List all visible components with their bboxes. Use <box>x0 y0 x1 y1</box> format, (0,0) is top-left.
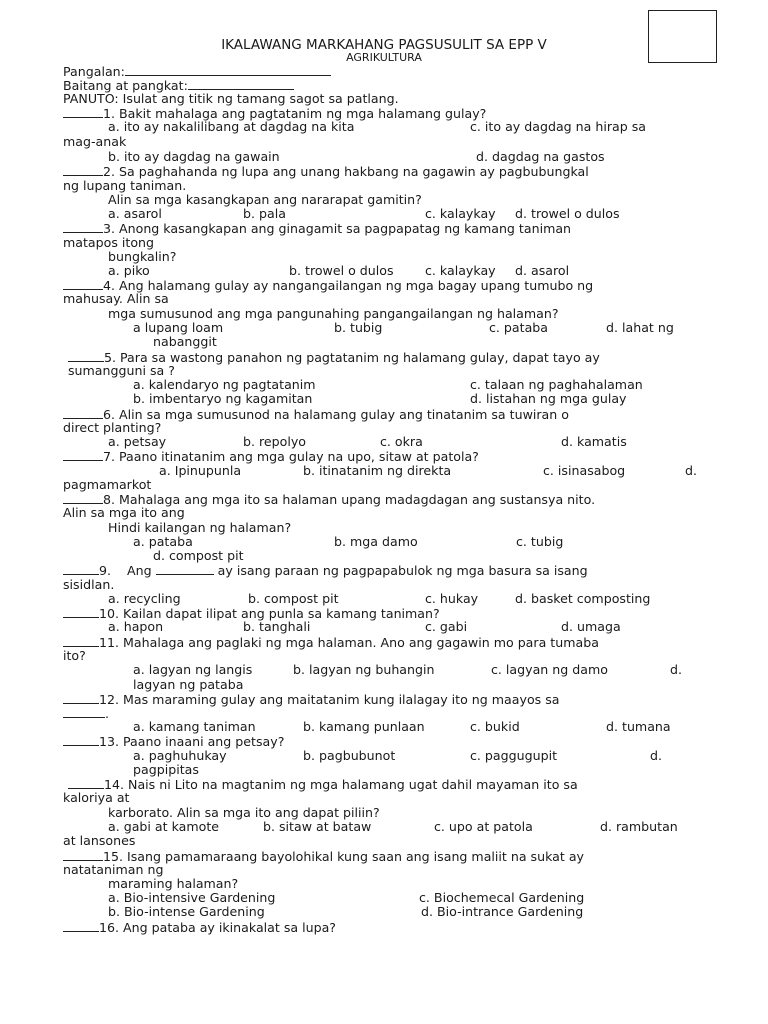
name-label: Pangalan: <box>63 64 125 79</box>
choice: c. talaan ng paghahalaman <box>470 377 643 392</box>
answer-blank[interactable] <box>63 164 103 176</box>
choice: d. trowel o dulos <box>515 206 620 221</box>
question-stem: 16. Ang pataba ay ikinakalat sa lupa? <box>99 920 336 935</box>
question-stem-pre: Ang <box>127 563 152 578</box>
question-7 <box>63 449 479 464</box>
question-stem-cont: direct planting? <box>63 420 162 435</box>
answer-blank[interactable] <box>63 278 103 290</box>
name-line <box>63 64 331 79</box>
answer-blank[interactable] <box>63 635 99 647</box>
choice: b. lagyan ng buhangin <box>293 662 435 677</box>
stem-end: . <box>105 706 110 721</box>
choice-continuation: lagyan ng pataba <box>133 677 244 692</box>
choice: a. petsay <box>108 434 167 449</box>
question-stem: 3. Anong kasangkapan ang ginagamit sa pagpapatag ng kamang taniman <box>103 221 572 236</box>
answer-blank[interactable] <box>68 777 104 789</box>
exam-subtitle: AGRIKULTURA <box>346 51 422 64</box>
choice: d. basket composting <box>515 591 651 606</box>
question-stem: 15. Isang pamamaraang bayolohikal kung saan ang isang maliit na sukat ay <box>103 849 584 864</box>
question-stem-cont: ito? <box>63 648 86 663</box>
exam-title: IKALAWANG MARKAHANG PAGSUSULIT SA EPP V <box>221 37 547 53</box>
answer-blank[interactable] <box>68 350 104 362</box>
choice: c. isinasabog <box>543 463 626 478</box>
choice: c. bukid <box>470 719 520 734</box>
question-stem: 8. Mahalaga ang mga ito sa halaman upang madagdagan ang sustansya nito. <box>103 492 596 507</box>
choice: a. piko <box>108 263 150 278</box>
choice: d. <box>685 463 697 478</box>
choice: a. Ipinupunla <box>159 463 242 478</box>
choice: d. asarol <box>515 263 570 278</box>
choice: d. umaga <box>561 619 621 634</box>
choice: a. gabi at kamote <box>108 819 220 834</box>
choice: b. compost pit <box>248 591 339 606</box>
choice: b. trowel o dulos <box>289 263 394 278</box>
question-stem: 6. Alin sa mga sumusunod na halamang gulay ang tinatanim sa tuwiran o <box>103 407 569 422</box>
choice: a. hapon <box>108 619 164 634</box>
answer-blank[interactable] <box>63 106 103 118</box>
question-stem: 5. Para sa wastong panahon ng pagtatanim ng halamang gulay, dapat tayo ay <box>104 350 600 365</box>
choice: c. upo at patola <box>434 819 533 834</box>
choice: b. Bio-intense Gardening <box>108 904 265 919</box>
answer-blank[interactable] <box>63 563 99 575</box>
answer-blank[interactable] <box>63 692 99 704</box>
question-stem: 14. Nais ni Lito na magtanim ng mga halamang ugat dahil mayaman ito sa <box>104 777 578 792</box>
question-stem-cont: mga sumusunod ang mga pangunahing pangangailangan ng halaman? <box>108 306 559 321</box>
question-stem-cont: Hindi kailangan ng halaman? <box>108 520 292 535</box>
choice: b. imbentaryo ng kagamitan <box>133 391 313 406</box>
question-stem-cont: kaloriya at <box>63 790 130 805</box>
choice: a. pataba <box>133 534 193 549</box>
choice: b. ito ay dagdag na gawain <box>108 149 280 164</box>
instructions: PANUTO: Isulat ang titik ng tamang sagot sa patlang. <box>63 91 399 106</box>
question-stem-cont: matapos itong <box>63 235 155 250</box>
answer-blank[interactable] <box>63 849 103 861</box>
question-stem-cont: natataniman ng <box>63 862 164 877</box>
answer-blank[interactable] <box>63 734 99 746</box>
question-stem: 2. Sa paghahanda ng lupa ang unang hakbang na gagawin ay pagbubungkal <box>103 164 589 179</box>
question-2 <box>63 164 589 179</box>
answer-blank[interactable] <box>63 449 103 461</box>
question-stem: 4. Ang halamang gulay ay nangangailangan ng mga bagay upang tumubo ng <box>103 278 594 293</box>
choice-continuation: pagmamarkot <box>63 477 152 492</box>
question-stem-cont: Alin sa mga ito ang <box>63 505 185 520</box>
answer-blank[interactable] <box>63 492 103 504</box>
question-stem-cont: karborato. Alin sa mga ito ang dapat piliin? <box>108 805 380 820</box>
fill-blank[interactable] <box>63 706 105 718</box>
question-stem-cont: ng lupang taniman. <box>63 178 187 193</box>
choice-continuation: nabanggit <box>153 334 217 349</box>
choice: a. kalendaryo ng pagtatanim <box>133 377 316 392</box>
choice: d. <box>670 662 682 677</box>
choice: c. lagyan ng damo <box>491 662 608 677</box>
choice-continuation: mag-anak <box>63 134 127 149</box>
name-blank[interactable] <box>125 64 331 76</box>
question-stem: 7. Paano itinatanim ang mga gulay na upo, sitaw at patola? <box>103 449 479 464</box>
choice: b. pagbubunot <box>303 748 396 763</box>
question-3 <box>63 221 571 236</box>
question-stem-cont: bungkalin? <box>108 249 177 264</box>
choice: d. rambutan <box>600 819 678 834</box>
choice: b. sitaw at bataw <box>263 819 372 834</box>
question-12 <box>63 692 560 707</box>
question-stem: 10. Kailan dapat ilipat ang punla sa kamang taniman? <box>99 606 440 621</box>
question-stem-cont: mahusay. Alin sa <box>63 291 169 306</box>
choice: d. <box>650 748 662 763</box>
choice: a. ito ay nakalilibang at dagdag na kita <box>108 119 355 134</box>
choice: c. tubig <box>516 534 564 549</box>
choice: d. compost pit <box>153 548 244 563</box>
question-stem-cont: maraming halaman? <box>108 876 239 891</box>
question-number: 9. <box>99 563 112 578</box>
question-14 <box>68 777 578 792</box>
choice: a. asarol <box>108 206 162 221</box>
question-13 <box>63 734 284 749</box>
answer-blank[interactable] <box>63 407 103 419</box>
choice: b. mga damo <box>334 534 418 549</box>
choice: a. lagyan ng langis <box>133 662 253 677</box>
choice-continuation: at lansones <box>63 833 136 848</box>
choice: b. tanghali <box>243 619 311 634</box>
question-stem: 13. Paano inaani ang petsay? <box>99 734 285 749</box>
choice: d. listahan ng mga gulay <box>470 391 627 406</box>
choice: c. okra <box>380 434 423 449</box>
question-stem-post: ay isang paraan ng pagpapabulok ng mga basura sa isang <box>217 563 588 578</box>
choice: c. paggugupit <box>470 748 558 763</box>
question-stem-cont: sumangguni sa ? <box>68 363 175 378</box>
choice: d. lahat ng <box>606 320 674 335</box>
choice: b. tubig <box>334 320 383 335</box>
choice: b. pala <box>243 206 286 221</box>
choice: a. paghuhukay <box>133 748 227 763</box>
choice: b. repolyo <box>243 434 307 449</box>
answer-blank[interactable] <box>63 221 103 233</box>
choice: d. dagdag na gastos <box>476 149 605 164</box>
question-stem: 12. Mas maraming gulay ang maitatanim kung ilalagay ito ng maayos sa <box>99 692 560 707</box>
choice: b. kamang punlaan <box>303 719 425 734</box>
answer-blank[interactable] <box>63 606 99 618</box>
choice: c. gabi <box>425 619 468 634</box>
question-stem-cont: sisidlan. <box>63 577 115 592</box>
choice: a. Bio-intensive Gardening <box>108 890 276 905</box>
question-16 <box>63 920 336 935</box>
answer-blank[interactable] <box>63 920 99 932</box>
choice: a. recycling <box>108 591 181 606</box>
choice: a. kamang taniman <box>133 719 256 734</box>
choice: b. itinatanim ng direkta <box>303 463 452 478</box>
choice: d. tumana <box>606 719 671 734</box>
question-11 <box>63 635 599 650</box>
grade-label: Baitang at pangkat: <box>63 78 188 93</box>
grade-blank[interactable] <box>188 78 294 90</box>
choice: d. Bio-intrance Gardening <box>421 904 584 919</box>
question-stem: 11. Mahalaga ang paglaki ng mga halaman. Ano ang gagawin mo para tumaba <box>99 635 599 650</box>
choice: c. pataba <box>489 320 549 335</box>
question-stem: 1. Bakit mahalaga ang pagtatanim ng mga halamang gulay? <box>103 106 487 121</box>
choice: c. hukay <box>425 591 479 606</box>
choice: c. ito ay dagdag na hirap sa <box>470 119 647 134</box>
question-stem-cont: Alin sa mga kasangkapan ang nararapat gamitin? <box>108 192 422 207</box>
choice: a lupang loam <box>133 320 224 335</box>
choice: c. Biochemecal Gardening <box>419 890 585 905</box>
choice: c. kalaykay <box>425 263 496 278</box>
choice: d. kamatis <box>561 434 627 449</box>
question-9 <box>63 563 588 578</box>
choice-continuation: pagpipitas <box>133 762 199 777</box>
fill-blank[interactable] <box>156 563 214 575</box>
question-stem-cont <box>63 706 109 721</box>
choice: c. kalaykay <box>425 206 496 221</box>
